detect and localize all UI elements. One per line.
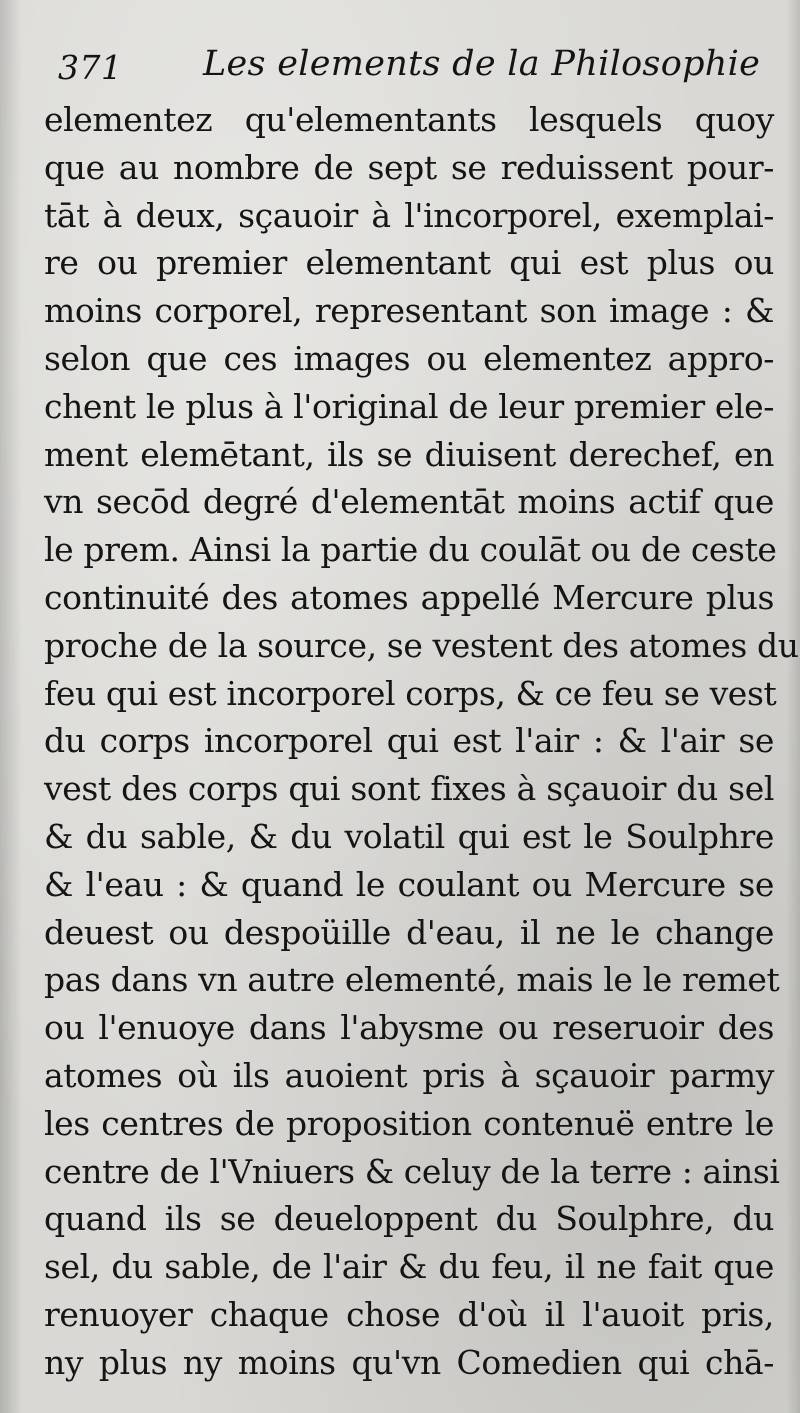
body-text bbox=[44, 96, 799, 1387]
text-line: chent le plus à l'original de leur premier ele- bbox=[44, 386, 774, 426]
text-line: selon que ces images ou elementez appro- bbox=[44, 338, 774, 378]
text-line: & l'eau : & quand le coulant ou Mercure se bbox=[44, 864, 774, 904]
text-line: proche de la source, se vestent des atomes du bbox=[44, 625, 799, 665]
text-line: feu qui est incorporel corps, & ce feu se vest bbox=[44, 673, 777, 713]
running-title: Les elements de la Philosophie bbox=[203, 44, 761, 84]
text-line: le prem. Ainsi la partie du coulāt ou de ceste bbox=[44, 530, 777, 570]
text-line: ment elemētant, ils se diuisent derechef, en bbox=[44, 434, 774, 474]
text-line: renuoyer chaque chose d'où il l'auoit pris, bbox=[44, 1294, 774, 1334]
text-line: elementez qu'elementants lesquels quoy bbox=[44, 100, 774, 139]
page-header bbox=[58, 38, 778, 94]
text-line: les centres de proposition contenuë entre le bbox=[44, 1103, 774, 1143]
text-line: pas dans vn autre elementé, mais le le remet bbox=[44, 960, 780, 1000]
text-line: deuest ou despoüille d'eau, il ne le change bbox=[44, 912, 774, 952]
text-line: & du sable, & du volatil qui est le Soulphre bbox=[44, 816, 774, 856]
text-line: sel, du sable, de l'air & du feu, il ne fait que bbox=[44, 1247, 774, 1287]
text-line: vest des corps qui sont fixes à sçauoir du sel bbox=[44, 769, 774, 809]
text-line: du corps incorporel qui est l'air : & l'air se bbox=[44, 721, 774, 761]
text-line: ny plus ny moins qu'vn Comedien qui chā- bbox=[44, 1342, 774, 1382]
text-line: que au nombre de sept se reduissent pour- bbox=[44, 147, 774, 187]
text-line: continuité des atomes appellé Mercure plus bbox=[44, 577, 774, 617]
text-line: vn secōd degré d'elementāt moins actif que bbox=[44, 482, 774, 522]
text-line: centre de l'Vniuers & celuy de la terre : ainsi bbox=[44, 1151, 780, 1191]
text-line: tāt à deux, sçauoir à l'incorporel, exemplai- bbox=[44, 195, 774, 235]
text-line: moins corporel, representant son image : & bbox=[44, 291, 774, 331]
text-line: ou l'enuoye dans l'abysme ou reseruoir des bbox=[44, 1008, 774, 1048]
page-number: 371 bbox=[58, 48, 123, 87]
text-line: re ou premier elementant qui est plus ou bbox=[44, 243, 774, 283]
text-line: atomes où ils auoient pris à sçauoir parmy bbox=[44, 1055, 774, 1095]
text-line: quand ils se deueloppent du Soulphre, du bbox=[44, 1199, 774, 1239]
